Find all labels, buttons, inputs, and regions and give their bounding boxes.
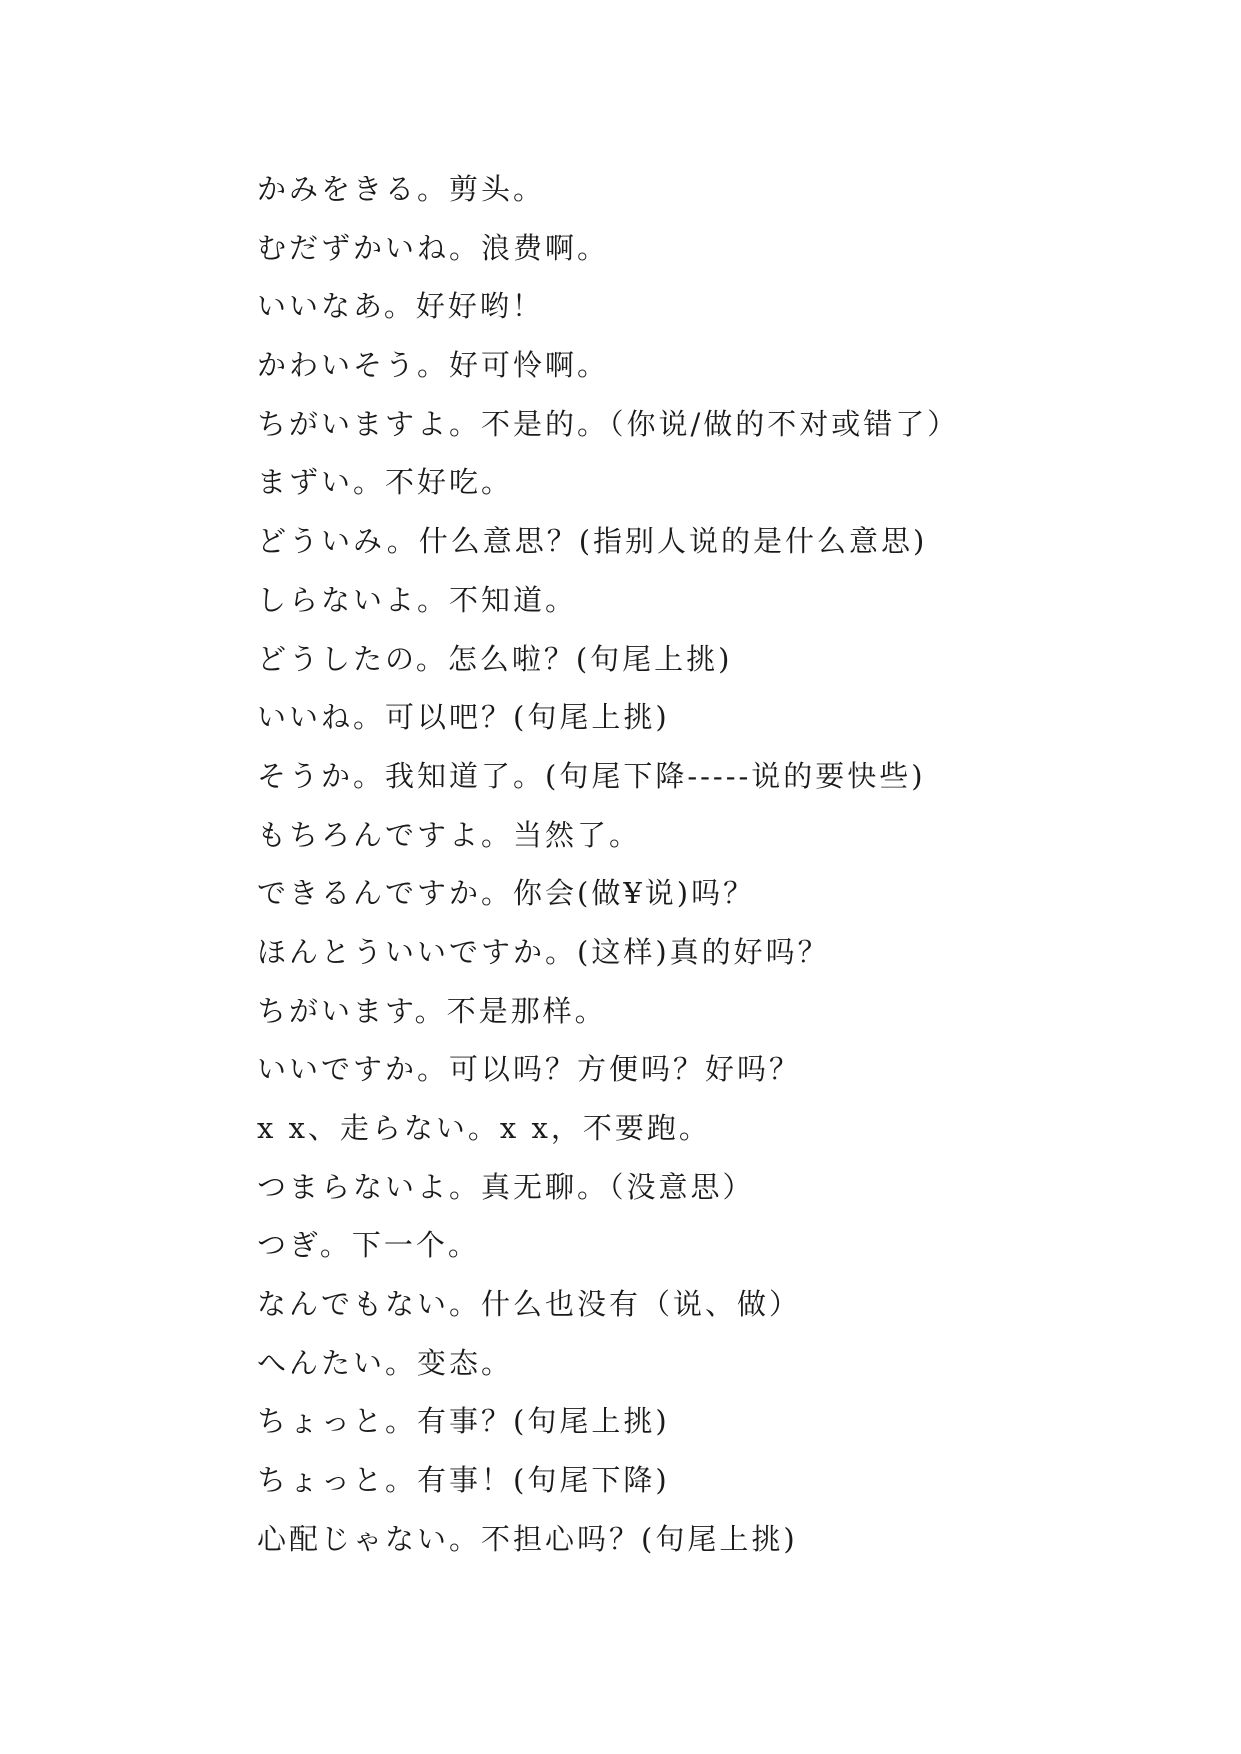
phrase-line: x x、走らない。x x，不要跑。: [257, 1111, 711, 1145]
phrase-line: かわいそう。好可怜啊。: [257, 348, 610, 383]
phrase-line: 心配じゃない。不担心吗？(句尾上挑): [257, 1521, 798, 1556]
phrase-list: [257, 160, 1157, 1569]
phrase-line: どういみ。什么意思？(指别人说的是什么意思): [257, 524, 928, 559]
phrase-line: むだずかいね。浪费啊。: [257, 230, 610, 265]
phrase-line: ちょっと。有事！(句尾下降): [257, 1463, 670, 1498]
phrase-line: しらないよ。不知道。: [257, 582, 578, 617]
phrase-line: つまらないよ。真无聊。（没意思）: [257, 1169, 755, 1204]
phrase-line: ちがいますよ。不是的。（你说/做的不对或错了）: [257, 406, 960, 441]
phrase-line: できるんですか。你会(做¥说)吗？: [257, 876, 756, 911]
phrase-line: いいですか。可以吗？方便吗？好吗？: [257, 1052, 802, 1087]
phrase-line: まずい。不好吃。: [257, 465, 514, 500]
phrase-line: へんたい。变态。: [257, 1345, 514, 1380]
phrase-line: そうか。我知道了。(句尾下降-----说的要快些): [257, 758, 926, 793]
phrase-line: かみをきる。剪头。: [257, 172, 546, 206]
phrase-line: なんでもない。什么也没有（说、做）: [257, 1287, 802, 1322]
phrase-line: どうしたの。怎么啦？(句尾上挑): [257, 641, 733, 676]
phrase-line: もちろんですよ。当然了。: [257, 817, 642, 852]
phrase-line: いいね。可以吧？(句尾上挑): [257, 700, 670, 735]
phrase-line: いいなあ。好好哟！: [257, 289, 544, 324]
phrase-line: つぎ。下一个。: [257, 1228, 480, 1263]
phrase-line: ほんとういいですか。(这样)真的好吗？: [257, 934, 830, 969]
phrase-line: ちょっと。有事？(句尾上挑): [257, 1404, 670, 1439]
phrase-line: ちがいます。不是那样。: [257, 993, 607, 1028]
